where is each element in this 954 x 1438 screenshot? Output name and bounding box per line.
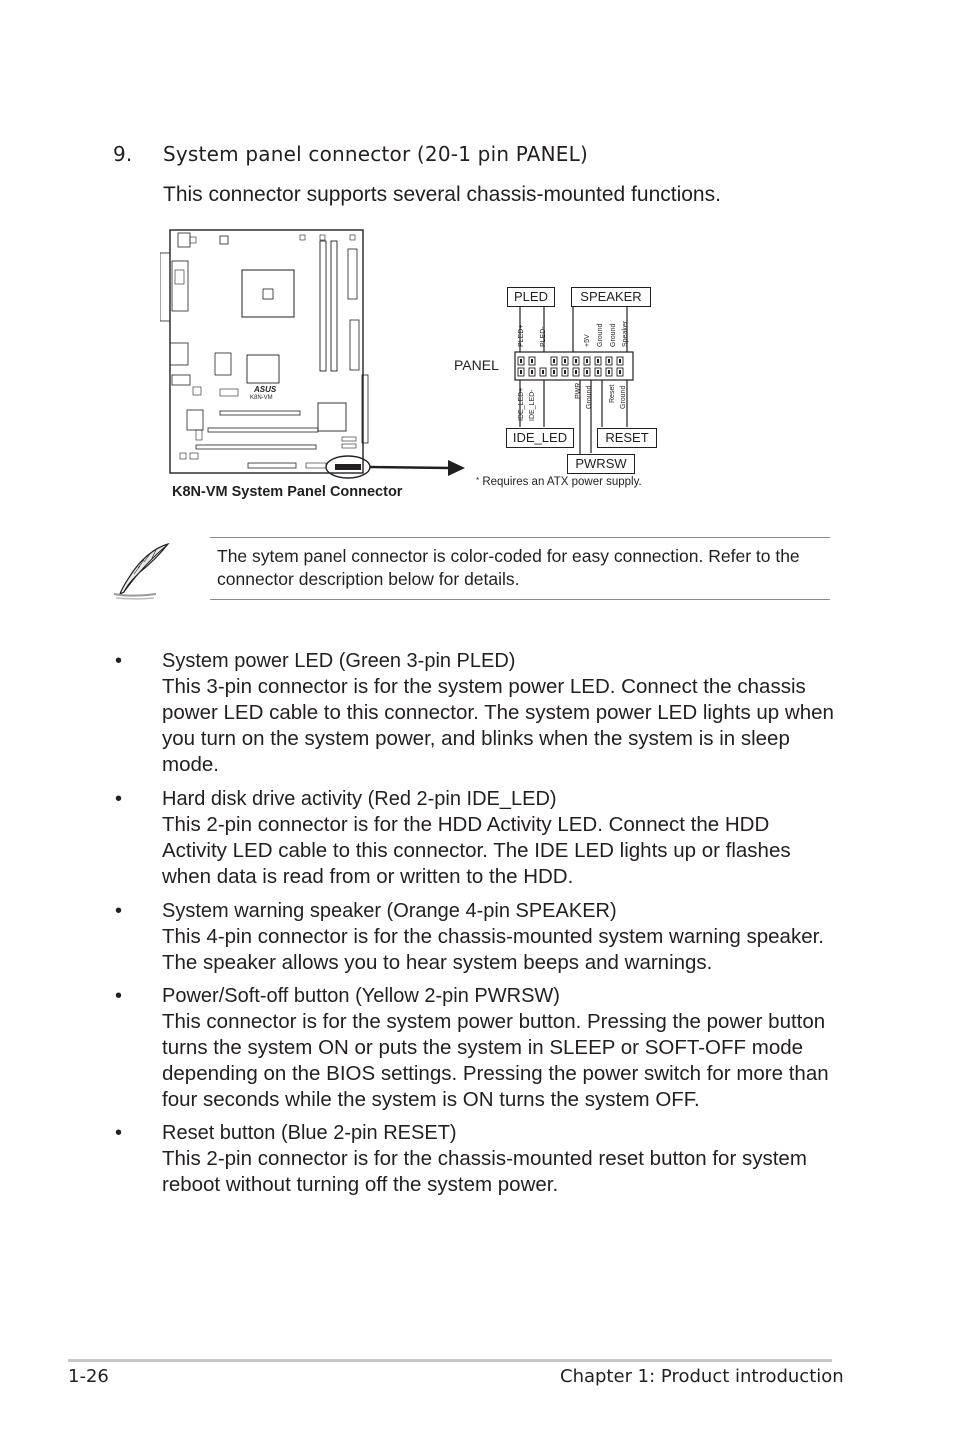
section-intro: This connector supports several chassis-mounted functions. xyxy=(163,183,721,206)
feather-pen-icon xyxy=(110,540,174,600)
header-pin-contact xyxy=(564,370,566,374)
panel-label: PANEL xyxy=(454,357,499,373)
header-pin-contact xyxy=(564,359,566,363)
header-pin-contact xyxy=(608,359,610,363)
pin-label-pwr: PWR xyxy=(575,382,582,399)
item-heading: Power/Soft-off button (Yellow 2-pin PWRSW) xyxy=(162,985,560,1007)
list-item xyxy=(115,648,835,778)
bullet: • xyxy=(115,1122,123,1144)
header-pin-contact xyxy=(520,359,522,363)
section-title-text: System panel connector (20-1 pin PANEL) xyxy=(163,142,588,166)
header-pin-contact xyxy=(575,359,577,363)
pin-label-pled-plus: PLED+ xyxy=(518,324,525,347)
list-item xyxy=(115,1120,835,1198)
header-pin-contact xyxy=(553,370,555,374)
item-heading: Hard disk drive activity (Red 2-pin IDE_LED) xyxy=(162,788,557,810)
header-pin-contact xyxy=(531,370,533,374)
item-body: This connector is for the system power button. Pressing the power button turns the system ON or puts the system in SLEEP or SOFT-OFF mode depending on the BIOS settings. Pressing the power switch for more than four seconds while the system is ON turns the system OFF. xyxy=(162,1010,829,1111)
pin-label-speaker: Speaker xyxy=(622,320,629,347)
pin-label-5v: +5V xyxy=(584,334,591,347)
bullet: • xyxy=(115,900,123,922)
item-heading: System warning speaker (Orange 4-pin SPEAKER) xyxy=(162,900,617,922)
header-pin-contact xyxy=(619,370,621,374)
pled-label: PLED xyxy=(507,287,555,307)
pin-label-ide-led-plus: IDE_LED+ xyxy=(518,387,525,421)
pin-label-ground-3: Ground xyxy=(586,385,593,409)
diagram-caption: K8N-VM System Panel Connector xyxy=(172,484,403,500)
header-pin-contact xyxy=(586,370,588,374)
pwrsw-label: PWRSW xyxy=(567,454,635,474)
note-box xyxy=(110,537,830,601)
item-heading: Reset button (Blue 2-pin RESET) xyxy=(162,1122,457,1144)
header-pin-contact xyxy=(619,359,621,363)
footer-rule xyxy=(68,1359,832,1362)
pin-label-ide-led-minus: IDE_LED- xyxy=(529,389,536,421)
ide-led-label: IDE_LED xyxy=(506,428,574,448)
header-pin-contact xyxy=(531,359,533,363)
pin-label-reset: Reset xyxy=(609,384,616,403)
section-number: 9. xyxy=(113,142,133,166)
board-model: K8N-VM xyxy=(250,395,273,401)
connector-descriptions xyxy=(115,648,835,1198)
footnote-text: Requires an ATX power supply. xyxy=(482,476,642,488)
list-item xyxy=(115,898,835,976)
chapter-title: Chapter 1: Product introduction xyxy=(560,1366,844,1387)
page-number: 1-26 xyxy=(68,1366,109,1387)
speaker-label: SPEAKER xyxy=(571,287,651,307)
note-divider-bottom xyxy=(210,599,830,600)
header-pin-contact xyxy=(542,370,544,374)
pin-label-ground-4: Ground xyxy=(620,385,627,409)
header-pin-contact xyxy=(597,370,599,374)
header-pin-contact xyxy=(597,359,599,363)
footnote xyxy=(476,476,642,488)
item-body: This 2-pin connector is for the chassis-mounted reset button for system reboot without turning off the system power. xyxy=(162,1147,807,1196)
bullet: • xyxy=(115,985,123,1007)
list-item xyxy=(115,786,835,890)
pin-label-pled-minus: PLED- xyxy=(540,326,547,347)
board-logo: ASUS xyxy=(254,385,277,394)
section-title xyxy=(113,142,588,166)
item-body: This 2-pin connector is for the HDD Activity LED. Connect the HDD Activity LED cable to this connector. The IDE LED lights up or flashes when data is read from or written to the HDD. xyxy=(162,813,791,888)
header-pin-contact xyxy=(586,359,588,363)
item-heading: System power LED (Green 3-pin PLED) xyxy=(162,650,516,672)
reset-label: RESET xyxy=(597,428,657,448)
panel-header-pins xyxy=(515,352,633,380)
footnote-mark: * xyxy=(476,476,480,485)
bullet: • xyxy=(115,788,123,810)
pin-label-ground-1: Ground xyxy=(597,323,604,347)
header-pin-contact xyxy=(575,370,577,374)
header-pin-contact xyxy=(553,359,555,363)
note-text: The sytem panel connector is color-coded for easy connection. Refer to the connector description below for details. xyxy=(217,546,800,589)
header-pin-contact xyxy=(608,370,610,374)
panel-connector-diagram xyxy=(160,225,680,515)
list-item xyxy=(115,983,835,1113)
item-body: This 4-pin connector is for the chassis-mounted system warning speaker. The speaker allows you to hear system beeps and warnings. xyxy=(162,925,824,974)
item-body: This 3-pin connector is for the system power LED. Connect the chassis power LED cable to this connector. The system power LED lights up when you turn on the system power, and blinks when the system is in sleep mode. xyxy=(162,675,834,776)
header-pin-contact xyxy=(520,370,522,374)
pin-label-ground-2: Ground xyxy=(610,323,617,347)
note-divider-top xyxy=(210,537,830,538)
bullet: • xyxy=(115,650,123,672)
